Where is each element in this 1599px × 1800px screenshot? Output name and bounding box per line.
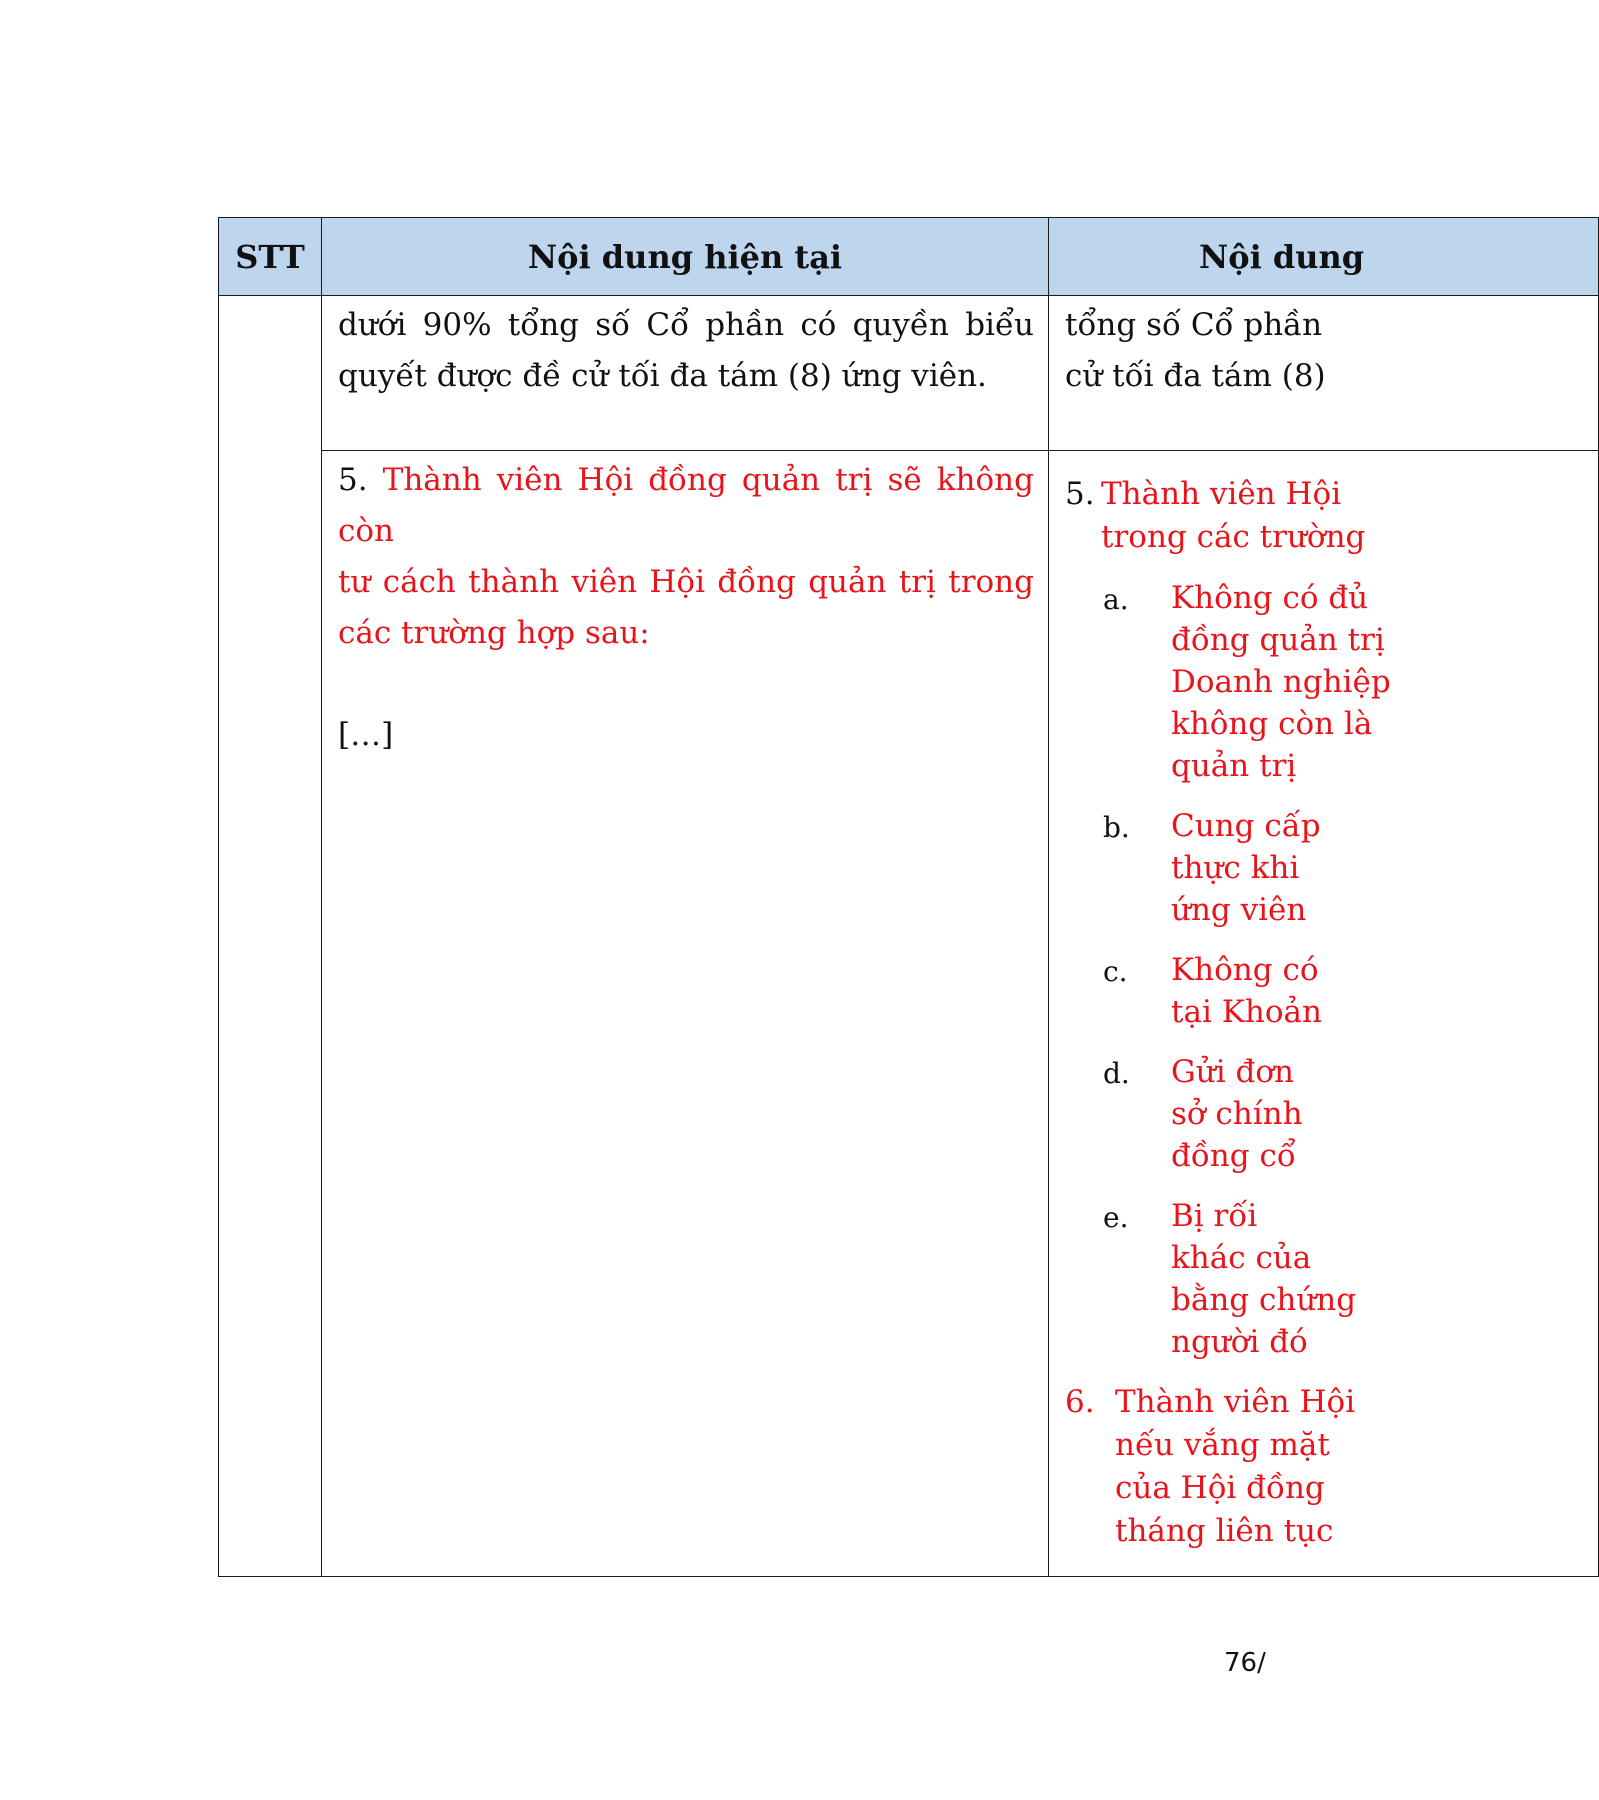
clause-text-line: nếu vắng mặt — [1115, 1427, 1330, 1463]
current-text-line: dưới 90% tổng số Cổ phần có quyền biểu — [338, 307, 1034, 343]
item-line: thực khi — [1171, 850, 1300, 886]
item-line: sở chính — [1171, 1096, 1303, 1132]
list-item-b — [1065, 805, 1598, 931]
current-clause-5 — [338, 455, 1034, 557]
item-line: đồng cổ — [1171, 1138, 1296, 1174]
clause-text-line: các trường hợp sau: — [338, 615, 650, 651]
item-letter: b. — [1103, 811, 1130, 844]
current-content-cell — [322, 296, 1049, 451]
new-clause-6 — [1065, 1381, 1598, 1553]
item-line: Không có đủ — [1171, 580, 1369, 616]
item-line: đồng quản trị — [1171, 622, 1385, 658]
item-letter: c. — [1103, 955, 1128, 988]
item-line: bằng chứng — [1171, 1282, 1357, 1318]
clause-number: 5. — [338, 462, 368, 498]
item-line: Gửi đơn — [1171, 1054, 1294, 1090]
new-content-cell — [1049, 296, 1599, 451]
table-row — [219, 296, 1599, 451]
list-item-e — [1065, 1195, 1598, 1363]
new-text-line: cử tối đa tám (8) — [1065, 358, 1326, 394]
item-letter: d. — [1103, 1057, 1130, 1090]
item-line: Doanh nghiệp — [1171, 664, 1391, 700]
header-new-content: Nội dung — [1049, 218, 1599, 296]
clause-number: 5. — [1065, 476, 1095, 512]
comparison-table-wrapper — [218, 217, 1391, 1575]
clause-text-line: tháng liên tục — [1115, 1513, 1334, 1549]
item-letter: a. — [1103, 583, 1129, 616]
clause-text-line: Thành viên Hội — [1115, 1384, 1356, 1420]
item-line: ứng viên — [1171, 892, 1307, 928]
new-clause-5 — [1065, 473, 1598, 559]
item-line: Cung cấp — [1171, 808, 1321, 844]
clause-text-line: tư cách thành viên Hội đồng quản trị trong — [338, 564, 1034, 600]
clause-text-line: Thành viên Hội — [1101, 476, 1342, 512]
table-header-row — [219, 218, 1599, 296]
list-item-a — [1065, 577, 1598, 787]
item-line: quản trị — [1171, 748, 1297, 784]
omission-marker: […] — [338, 717, 394, 753]
item-line: Bị rối — [1171, 1198, 1258, 1234]
item-line: Không có — [1171, 952, 1319, 988]
list-item-d — [1065, 1051, 1598, 1177]
item-line: khác của — [1171, 1240, 1312, 1276]
item-line: người đó — [1171, 1324, 1308, 1360]
table-row — [219, 451, 1599, 1577]
header-current-content: Nội dung hiện tại — [322, 218, 1049, 296]
page-number: 76/ — [1224, 1648, 1266, 1678]
comparison-table — [218, 217, 1599, 1577]
new-content-cell — [1049, 451, 1599, 1577]
clause-text-line: của Hội đồng — [1115, 1470, 1325, 1506]
current-content-cell — [322, 451, 1049, 1577]
clause-text: Thành viên Hội đồng quản trị sẽ không còn — [338, 462, 1034, 549]
new-text-line: tổng số Cổ phần — [1065, 307, 1323, 343]
header-stt: STT — [219, 218, 322, 296]
clause-number: 6. — [1065, 1384, 1095, 1420]
stt-cell — [219, 296, 322, 1577]
clause-text-line: trong các trường — [1101, 519, 1366, 555]
item-line: tại Khoản — [1171, 994, 1322, 1030]
current-text-line: quyết được đề cử tối đa tám (8) ứng viên. — [338, 358, 987, 394]
list-item-c — [1065, 949, 1598, 1033]
item-line: không còn là — [1171, 706, 1373, 742]
item-letter: e. — [1103, 1201, 1129, 1234]
